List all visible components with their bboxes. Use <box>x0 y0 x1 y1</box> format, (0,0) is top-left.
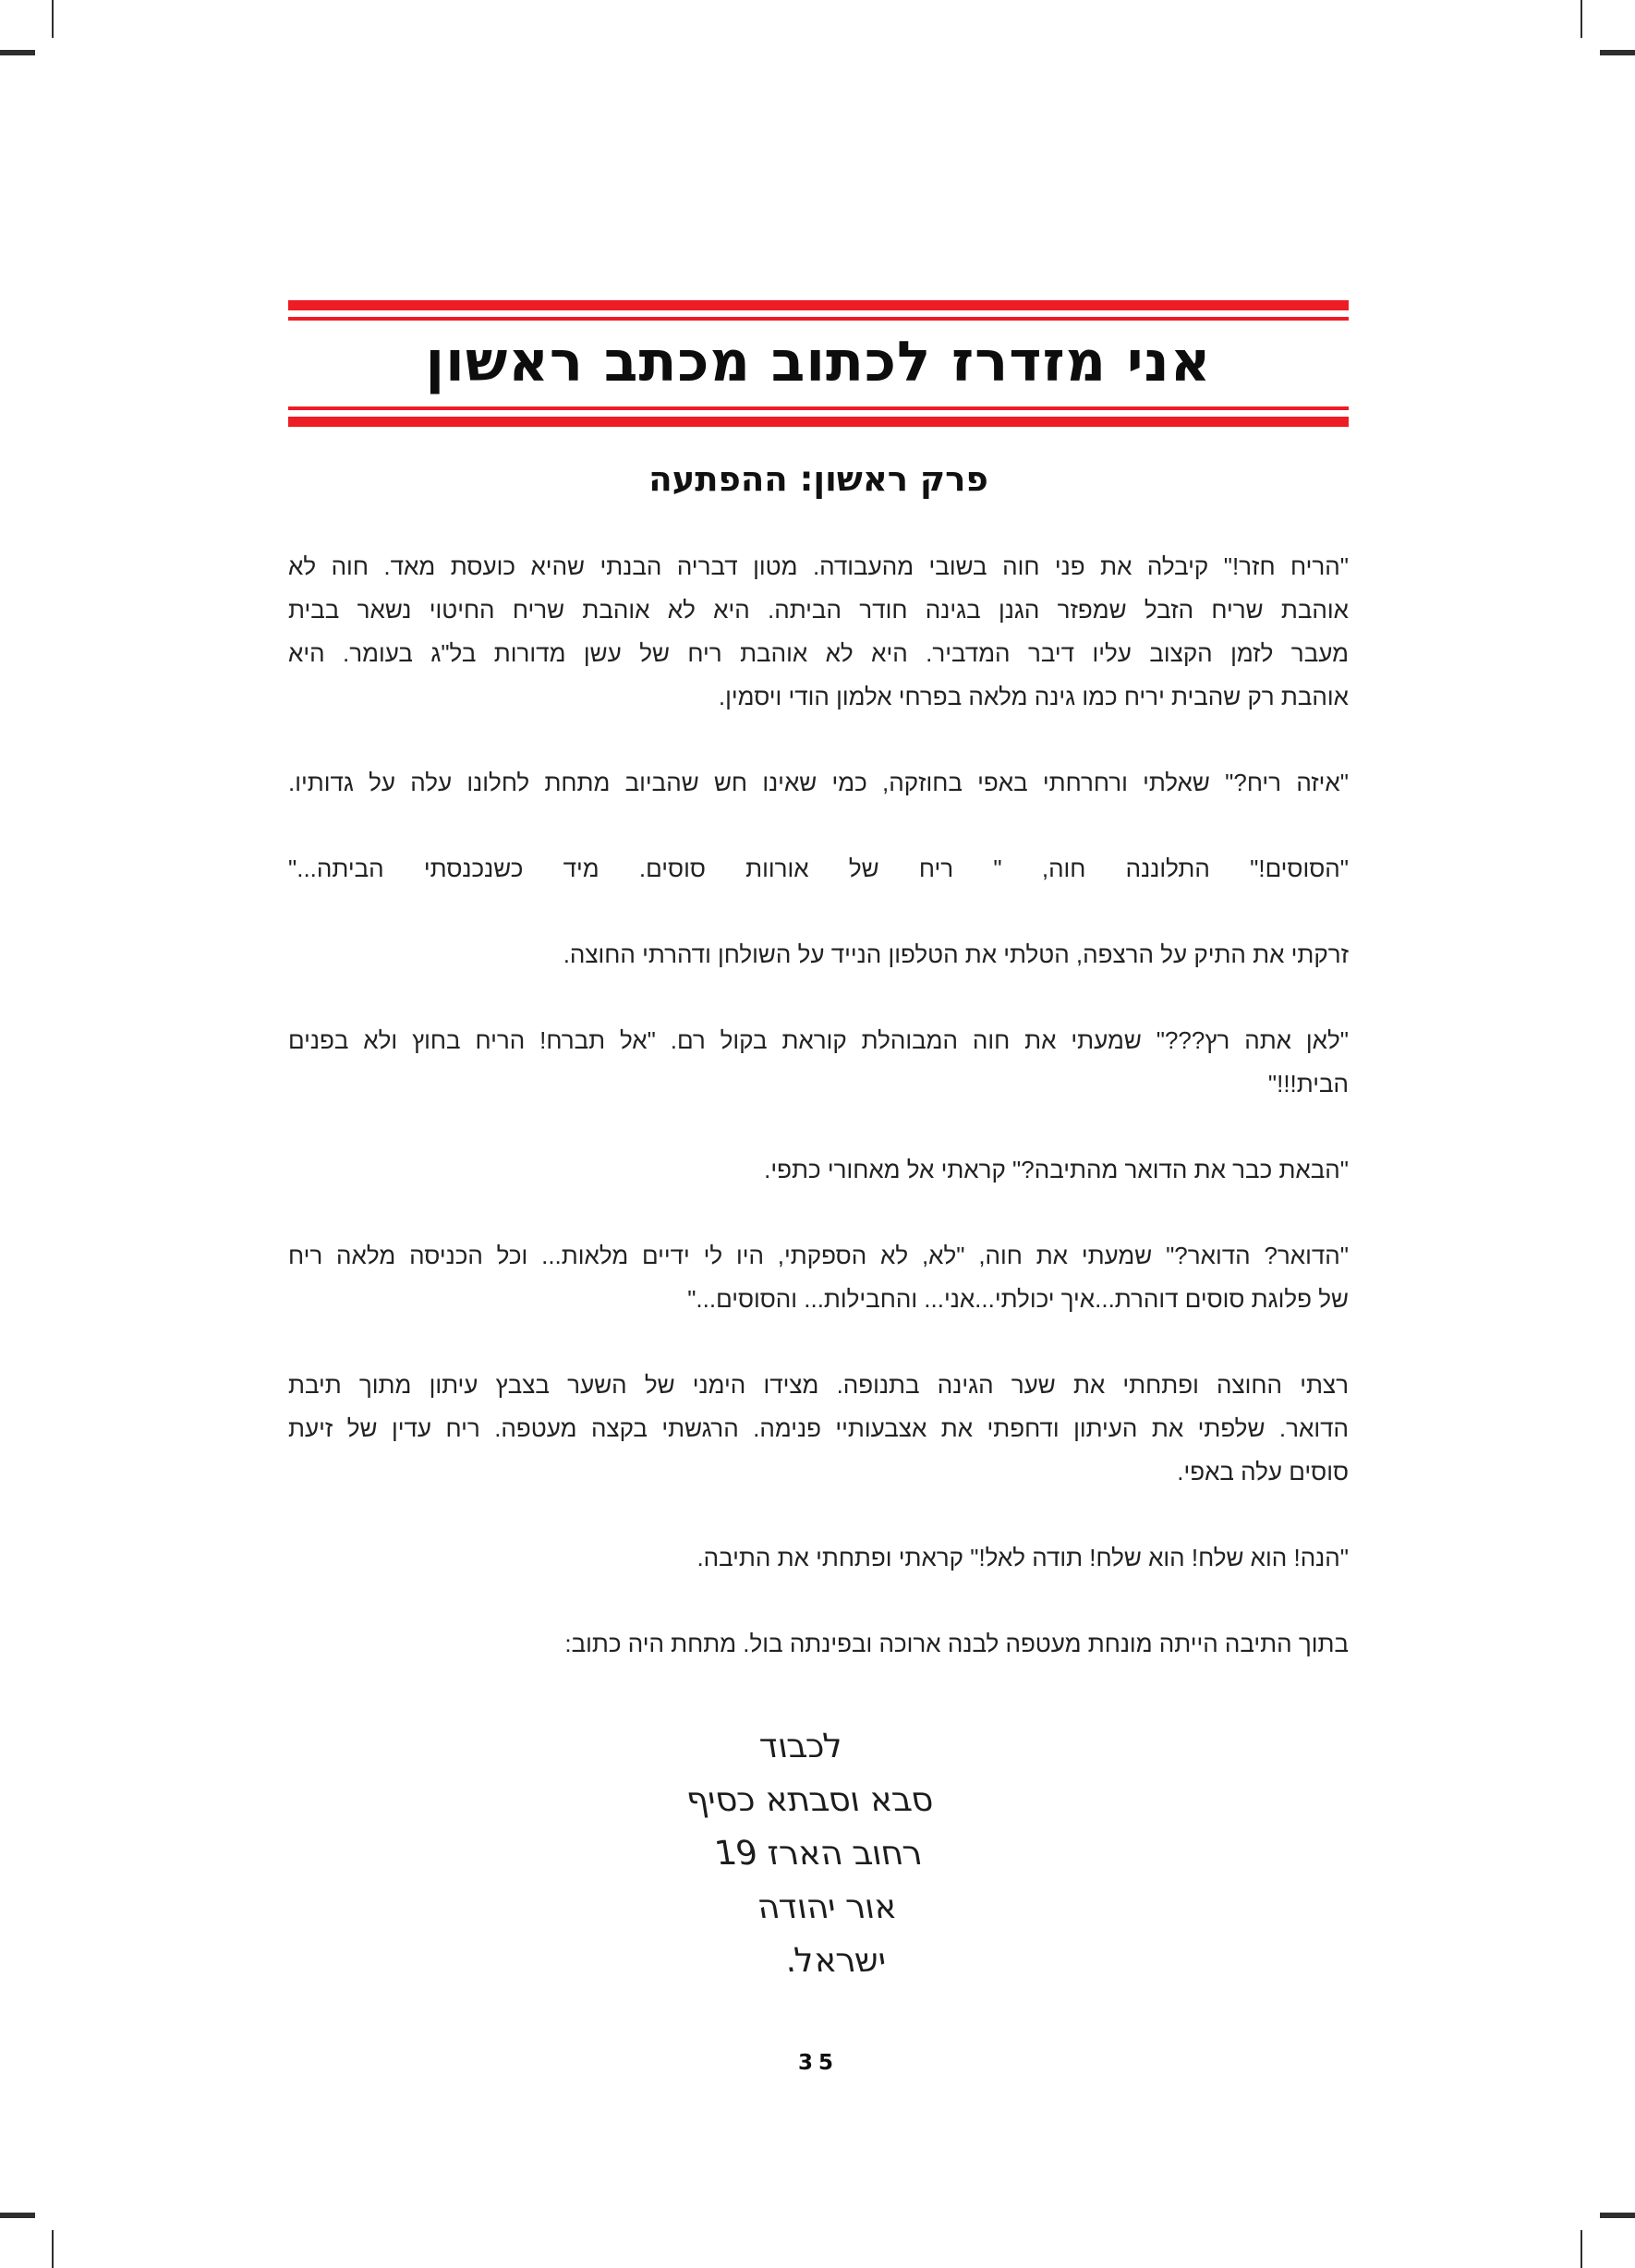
text-line: "הדואר? הדואר?" שמעתי את חוה, "לא, לא הספקתי, היו לי ידיים מלאות... וכל הכניסה מלאה ריח <box>288 1242 1349 1269</box>
address-line: רחוב הארז 19 <box>711 1835 925 1873</box>
paragraph <box>288 1536 1349 1580</box>
paragraph <box>288 1019 1349 1106</box>
address-line: ישראל. <box>781 1942 890 1980</box>
text-line: סוסים עלה באפי. <box>1177 1458 1349 1486</box>
paragraph <box>288 761 1349 805</box>
text-line: "הנה! הוא שלח! הוא שלח! תודה לאל!" קראתי ופתחתי את התיבה. <box>696 1544 1349 1571</box>
paragraph <box>288 1234 1349 1321</box>
text-line: אוהבת שריח הזבל שמפזר הגנן בגינה חודר הביתה. היא לא אוהבת שריח החיטוי נשאר בבית <box>288 596 1349 624</box>
text-line: "לאן אתה רץ???" שמעתי את חוה המבוהלת קוראת בקול רם. "אל תברח! הריח בחוץ ולא בפנים <box>288 1026 1349 1054</box>
crop-mark-bottom-left-vertical <box>52 2230 54 2268</box>
text-line: "הסוסים!" התלוננה חוה, " ריח של אורוות סוסים. מיד כשנכנסתי הביתה..." <box>288 855 1349 882</box>
title-rule-bottom-thick <box>288 417 1349 427</box>
title-block <box>288 300 1349 427</box>
crop-mark-bottom-right-horizontal <box>1600 2213 1635 2218</box>
story-body <box>288 545 1349 1708</box>
page-title: אני מזדרז לכתוב מכתב ראשון <box>425 330 1212 394</box>
text-line: "הבאת כבר את הדואר מהתיבה?" קראתי אל מאחורי כתפי. <box>764 1156 1349 1183</box>
text-line: בתוך התיבה הייתה מונחת מעטפה לבנה ארוכה ובפינתה בול. מתחת היה כתוב: <box>564 1630 1349 1657</box>
crop-mark-bottom-left-horizontal <box>0 2213 35 2218</box>
text-line: רצתי החוצה ופתחתי את שער הגינה בתנופה. מצידו הימני של השער בצבץ עיתון מתוך תיבת <box>288 1371 1349 1399</box>
text-line: של פלוגת סוסים דוהרת...איך יכולתי...אני... והחבילות... והסוסים..." <box>687 1285 1349 1313</box>
text-line: "איזה ריח?" שאלתי ורחרחתי באפי בחוזקה, כמי שאינו חש שהביוב מתחת לחלונו עלה על גדותיו. <box>288 769 1349 796</box>
crop-mark-top-left-vertical <box>52 0 54 38</box>
text-line: מעבר לזמן הקצוב עליו דיבר המדביר. היא לא אוהבת ריח של עשן מדורות בל"ג בעומר. היא <box>288 639 1349 667</box>
address-line: סבא וסבתא כסיף <box>684 1781 937 1819</box>
title-rule-top-thick <box>288 300 1349 310</box>
text-line: הבית!!!" <box>1267 1070 1349 1098</box>
crop-mark-top-right-vertical <box>1580 0 1582 38</box>
crop-mark-top-right-horizontal <box>1600 50 1635 55</box>
title-rule-bottom-thin <box>288 406 1349 410</box>
paragraph <box>288 1364 1349 1494</box>
paragraph <box>288 1148 1349 1192</box>
address-line: לכבוד <box>757 1728 846 1765</box>
page-number: 35 <box>797 2051 839 2075</box>
address-line: אור יהודה <box>754 1888 900 1926</box>
text-line: "הריח חזר!" קיבלה את פני חוה בשובי מהעבודה. מטון דבריה הבנתי שהיא כועסת מאד. חוה לא <box>288 552 1349 580</box>
title-rule-top-thin <box>288 317 1349 321</box>
paragraph <box>288 1622 1349 1666</box>
crop-mark-top-left-horizontal <box>0 50 35 55</box>
text-line: זרקתי את התיק על הרצפה, הטלתי את הטלפון הנייד על השולחן ודהרתי החוצה. <box>563 940 1349 968</box>
paragraph <box>288 545 1349 719</box>
text-line: אוהבת רק שהבית יריח כמו גינה מלאה בפרחי אלמון הודי ויסמין. <box>718 683 1349 710</box>
handwritten-address <box>267 1720 1370 1988</box>
chapter-heading: פרק ראשון: ההפתעה <box>648 459 988 499</box>
crop-mark-bottom-right-vertical <box>1580 2230 1582 2268</box>
paragraph <box>288 933 1349 976</box>
paragraph <box>288 847 1349 891</box>
text-line: הדואר. שלפתי את העיתון ודחפתי את אצבעותיי פנימה. הרגשתי בקצה מעטפה. ריח עדין של זיעת <box>288 1414 1349 1442</box>
